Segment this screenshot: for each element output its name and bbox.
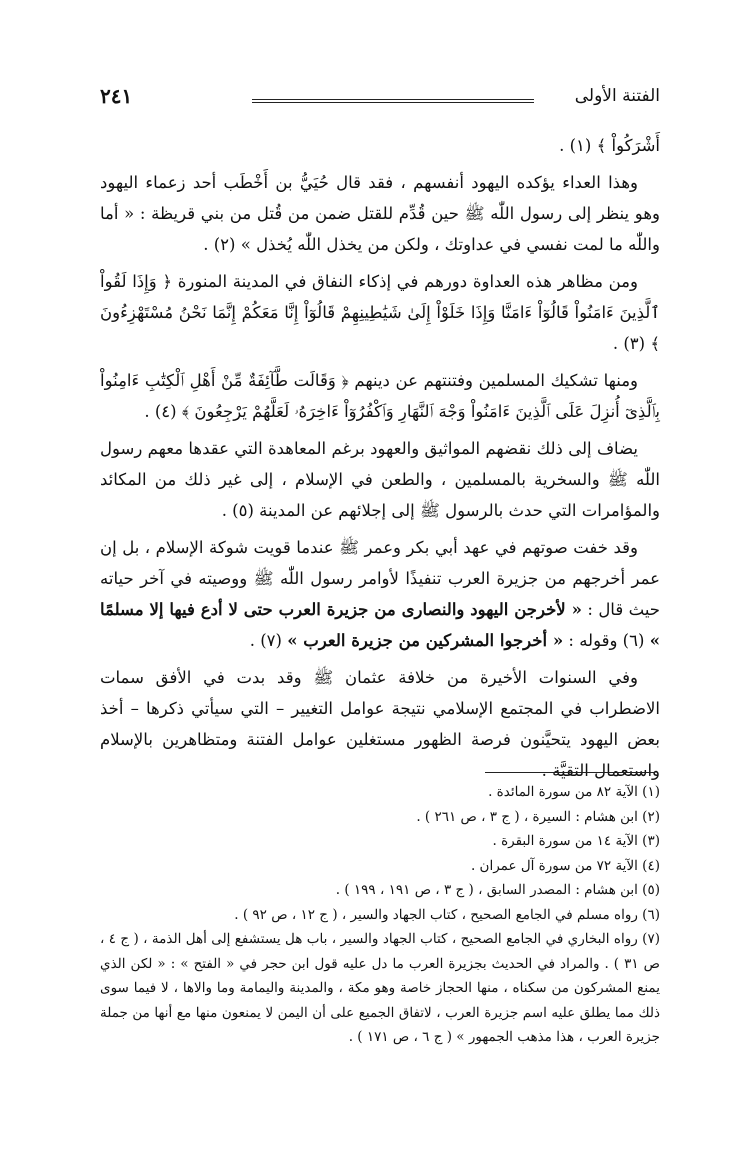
footnote-2: (٢) ابن هشام : السيرة ، ( ج ٣ ، ص ٢٦١ ) . bbox=[416, 808, 660, 825]
paragraph-jewish-hostility: وهذا العداء يؤكده اليهود أنفسهم ، فقد قال حُيَيُّ بن أَخْطَب أحد زعماء اليهود وهو ينظر إلى رسول اللّٰه ﷺ حين قُدِّم للقتل ضمن من قُتل من بني قريظة : « أما واللّٰه ما لمت نفسي في عداوتك ، ولكن من يخذل اللّٰه يُخذل » (٢) . bbox=[100, 173, 660, 254]
running-title: الفتنة الأولى bbox=[574, 86, 660, 106]
paragraph-verse-end: أَشْرَكُواْ ﴾ (١) . bbox=[559, 136, 660, 155]
footnote-3: (٣) الآية ١٤ من سورة البقرة . bbox=[492, 833, 660, 849]
footnote-5: (٥) ابن هشام : المصدر السابق ، ( ج ٣ ، ص ١٩١ ، ١٩٩ ) . bbox=[335, 882, 660, 898]
footnote-7: (٧) رواه البخاري في الجامع الصحيح ، كتاب الجهاد والسير ، باب هل يستشفع إلى أهل الذمة ، ( ج ٤ ، ص ٣١ ) . والمراد في الحديث بجزيرة العرب ما دل عليه قول ابن حجر في « الفتح » : « لكن الذي يمنع المشركون من سكناه ، منها الحجاز خاصة وهو مكة ، والمدينة واليمامة وما والاها ، لا فيما سوى ذلك مما يطلق عليه اسم جزيرة العرب ، لاتفاق الجميع على أن اليمن لا يمنعون منها مع أنها من جملة جزيرة العرب ، هذا مذهب الجمهور » ( ج ٦ ، ص ١٧١ ) . bbox=[100, 931, 660, 1045]
paragraph-hypocrisy: ومن مظاهر هذه العداوة دورهم في إذكاء النفاق في المدينة المنورة ﴿ وَإِذَا لَقُواْ ٱلَّذِينَ ءَامَنُواْ قَالُوٓاْ ءَامَنَّا وَإِذَا خَلَوْاْ إِلَىٰ شَيَٰطِينِهِمْ قَالُوٓاْ إِنَّا مَعَكُمْ إِنَّمَا نَحْنُ مُسْتَهْزِءُونَ ﴾ (٣) . bbox=[100, 272, 660, 353]
header-double-rule bbox=[252, 99, 534, 103]
footnotes bbox=[100, 780, 660, 1050]
page-header bbox=[100, 86, 660, 120]
footnote-separator bbox=[485, 772, 655, 773]
paragraph-expulsion bbox=[100, 532, 660, 656]
body-text bbox=[100, 130, 660, 792]
paragraph-treaties: يضاف إلى ذلك نقضهم المواثيق والعهود برغم المعاهدة التي عقدها معهم رسول اللّٰه ﷺ والسخرية بالمسلمين ، والطعن في الإسلام ، إلى غير ذلك من المكائد والمؤامرات التي حدث بالرسول ﷺ إلى إجلائهم عن المدينة (٥) . bbox=[100, 439, 660, 520]
paragraph-uthman-era: وفي السنوات الأخيرة من خلافة عثمان ﷺ وقد بدت في الأفق سمات الاضطراب في المجتمع الإسلامي نتيجة عوامل التغيير – التي سيأتي ذكرها – أخذ بعض اليهود يتحيَّنون فرصة الظهور مستغلين عوامل الفتنة ومتظاهرين بالإسلام واستعمال التقيَّة . bbox=[100, 668, 660, 780]
footnote-1: (١) الآية ٨٢ من سورة المائدة . bbox=[488, 784, 660, 800]
page-number: ٢٤١ bbox=[100, 84, 133, 108]
footnote-6: (٦) رواه مسلم في الجامع الصحيح ، كتاب الجهاد والسير ، ( ج ١٢ ، ص ٩٢ ) . bbox=[234, 906, 660, 923]
hadith-quote-2: « أخرجوا المشركين من جزيرة العرب » bbox=[287, 631, 564, 650]
footnote-4: (٤) الآية ٧٢ من سورة آل عمران . bbox=[470, 857, 660, 874]
paragraph-doubt: ومنها تشكيك المسلمين وفتنتهم عن دينهم ﴿ وَقَالَت طَّآئِفَةٌ مِّنْ أَهْلِ ٱلْكِتَٰبِ ءَامِنُواْ بِٱلَّذِىٓ أُنزِلَ عَلَى ٱلَّذِينَ ءَامَنُواْ وَجْهَ ٱلنَّهَارِ وَٱكْفُرُوٓاْ ءَاخِرَهُۥ لَعَلَّهُمْ يَرْجِعُونَ ﴾ (٤) . bbox=[100, 371, 660, 421]
expulsion-end: (٧) . bbox=[249, 631, 288, 650]
expulsion-mid: (٦) وقوله : bbox=[563, 631, 650, 650]
expulsion-text: وقد خفت صوتهم في عهد أبي بكر وعمر ﷺ عندما قويت شوكة الإسلام ، بل إن عمر أخرجهم من جزيرة العرب تنفيذًا لأوامر رسول اللّٰه ﷺ ووصيته في آخر حياته حيث قال : bbox=[100, 538, 661, 619]
hadith-quote-1: « لأخرجن اليهود والنصارى من جزيرة العرب حتى لا أدع فيها إلا مسلمًا » bbox=[100, 600, 660, 650]
